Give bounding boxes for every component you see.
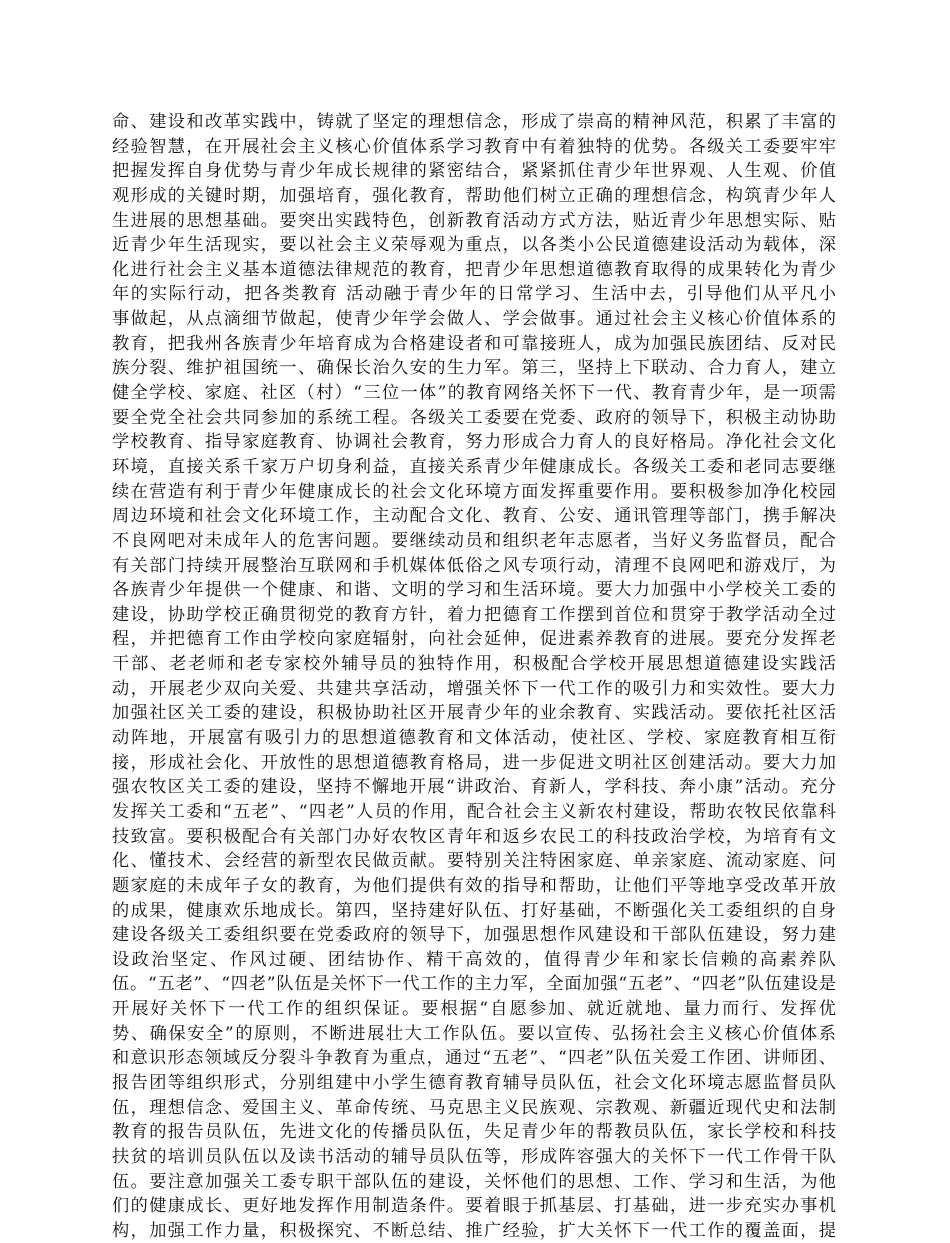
text-line: 动阵地，开展富有吸引力的思想道德教育和文体活动，使社区、学校、家庭教育相互衔 — [112, 728, 836, 749]
text-line: 加强社区关工委的建设，积极协助社区开展青少年的业余教育、实践活动。要依托社区活 — [112, 703, 836, 724]
text-line: 报告团等组织形式，分别组建中小学生德育教育辅导员队伍，社会文化环境志愿监督员队 — [112, 1072, 836, 1093]
text-line: 技致富。要积极配合有关部门办好农牧区青年和返乡农民工的科技政治学校，为培育有文 — [112, 826, 836, 847]
text-line: 干部、老老师和老专家校外辅导员的独特作用，积极配合学校开展思想道德建设实践活 — [112, 654, 836, 675]
text-line: 把握发挥自身优势与青少年成长规律的紧密结合，紧紧抓住青少年世界观、人生观、价值 — [112, 161, 836, 182]
text-line: 伍，理想信念、爱国主义、革命传统、马克思主义民族观、宗教观、新疆近现代史和法制 — [112, 1097, 836, 1118]
text-line: 发挥关工委和“五老”、“四老”人员的作用，配合社会主义新农村建设，帮助农牧民依靠科 — [112, 801, 836, 822]
text-line: 不良网吧对未成年人的危害问题。要继续动员和组织老年志愿者，当好义务监督员，配合 — [112, 530, 836, 551]
text-line: 势、确保安全”的原则，不断进展壮大工作队伍。要以宣传、弘扬社会主义核心价值体系 — [112, 1023, 836, 1044]
text-line: 健全学校、家庭、社区（村）“三位一体”的教育网络关怀下一代、教育青少年，是一项需 — [112, 383, 836, 404]
text-line: 化进行社会主义基本道德法律规范的教育，把青少年思想道德教育取得的成果转化为青少 — [112, 259, 836, 280]
text-line: 教育，把我州各族青少年培育成为合格建设者和可靠接班人，成为加强民族团结、反对民 — [112, 333, 836, 354]
text-line: 观形成的关键时期，加强培育，强化教育，帮助他们树立正确的理想信念，构筑青少年人 — [112, 185, 836, 206]
text-line: 有关部门持续开展整治互联网和手机媒体低俗之风专项行动，清理不良网吧和游戏厅，为 — [112, 555, 836, 576]
text-line: 命、建设和改革实践中，铸就了坚定的理想信念，形成了崇高的精神风范，积累了丰富的 — [112, 112, 836, 132]
text-line: 的成果，健康欢乐地成长。第四，坚持建好队伍、打好基础，不断强化关工委组织的自身 — [112, 900, 836, 921]
text-line: 生进展的思想基础。要突出实践特色，创新教育活动方式方法，贴近青少年思想实际、贴 — [112, 210, 836, 231]
text-line: 构，加强工作力量，积极探究、不断总结、推广经验，扩大关怀下一代工作的覆盖面，提 — [112, 1220, 836, 1241]
text-line: 和意识形态领域反分裂斗争教育为重点，通过“五老”、“四老”队伍关爱工作团、讲师团、 — [112, 1048, 836, 1069]
text-line: 强农牧区关工委的建设，坚持不懈地开展“讲政治、育新人，学科技、奔小康”活动。充分 — [112, 777, 836, 798]
text-line: 要全党全社会共同参加的系统工程。各级关工委要在党委、政府的领导下，积极主动协助 — [112, 407, 836, 428]
text-line: 续在营造有利于青少年健康成长的社会文化环境方面发挥重要作用。要积极参加净化校园 — [112, 481, 836, 502]
text-line: 伍。“五老”、“四老”队伍是关怀下一代工作的主力军，全面加强“五老”、“四老”队伍建设是 — [112, 974, 836, 995]
text-line: 扶贫的培训员队伍以及读书活动的辅导员队伍等，形成阵容强大的关怀下一代工作骨干队 — [112, 1146, 836, 1167]
text-line: 伍。要注意加强关工委专职干部队伍的建设，关怀他们的思想、工作、学习和生活，为他 — [112, 1171, 836, 1192]
text-line: 建设，协助学校正确贯彻党的教育方针，着力把德育工作摆到首位和贯穿于教学活动全过 — [112, 604, 836, 625]
text-line: 族分裂、维护祖国统一、确保长治久安的生力军。第三，坚持上下联动、合力育人，建立 — [112, 358, 836, 379]
text-line: 近青少年生活现实，要以社会主义荣辱观为重点，以各类小公民道德建设活动为载体，深 — [112, 235, 836, 256]
text-line: 经验智慧，在开展社会主义核心价值体系学习教育中有着独特的优势。各级关工委要牢牢 — [112, 136, 836, 157]
text-line: 化、懂技术、会经营的新型农民做贡献。要特别关注特困家庭、单亲家庭、流动家庭、问 — [112, 851, 836, 872]
text-line: 程，并把德育工作由学校向家庭辐射，向社会延伸，促进素养教育的进展。要充分发挥老 — [112, 629, 836, 650]
text-line: 接，形成社会化、开放性的思想道德教育格局，进一步促进文明社区创建活动。要大力加 — [112, 752, 836, 773]
text-line: 动，开展老少双向关爱、共建共享活动，增强关怀下一代工作的吸引力和实效性。要大力 — [112, 678, 836, 699]
text-line: 各族青少年提供一个健康、和谐、文明的学习和生活环境。要大力加强中小学校关工委的 — [112, 580, 836, 601]
text-line: 开展好关怀下一代工作的组织保证。要根据“自愿参加、就近就地、量力而行、发挥优 — [112, 999, 836, 1020]
text-line: 设政治坚定、作风过硬、团结协作、精干高效的，值得青少年和家长信赖的高素养队 — [112, 949, 836, 970]
text-line: 建设各级关工委组织要在党委政府的领导下，加强思想作风建设和干部队伍建设，努力建 — [112, 925, 836, 946]
text-line: 环境，直接关系千家万户切身利益，直接关系青少年健康成长。各级关工委和老同志要继 — [112, 456, 836, 477]
body-text — [112, 110, 836, 1243]
text-line: 教育的报告员队伍，先进文化的传播员队伍，失足青少年的帮教员队伍，家长学校和科技 — [112, 1122, 836, 1143]
text-line: 周边环境和社会文化环境工作，主动配合文化、教育、公安、通讯管理等部门，携手解决 — [112, 506, 836, 527]
text-line: 题家庭的未成年子女的教育，为他们提供有效的指导和帮助，让他们平等地享受改革开放 — [112, 875, 836, 896]
text-line: 学校教育、指导家庭教育、协调社会教育，努力形成合力育人的良好格局。净化社会文化 — [112, 432, 836, 453]
text-line: 事做起，从点滴细节做起，使青少年学会做人、学会做事。通过社会主义核心价值体系的 — [112, 309, 836, 330]
text-line: 年的实际行动，把各类教育 活动融于青少年的日常学习、生活中去，引导他们从平凡小 — [112, 284, 836, 305]
text-line: 们的健康成长、更好地发挥作用制造条件。要着眼于抓基层、打基础，进一步充实办事机 — [112, 1196, 836, 1217]
